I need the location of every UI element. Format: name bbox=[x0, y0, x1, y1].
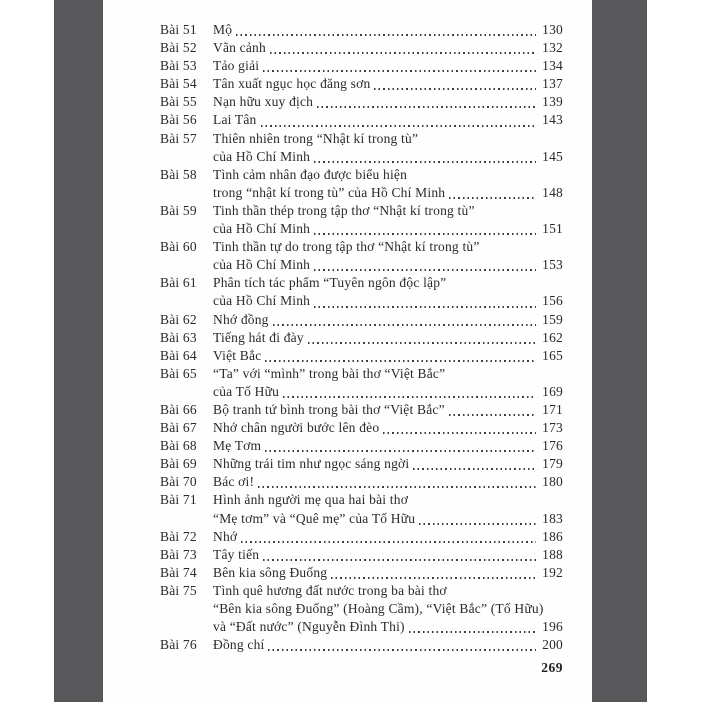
lesson-label: Bài 51 bbox=[160, 22, 197, 37]
lesson-page-number: 188 bbox=[542, 546, 563, 562]
lesson-title: trong “nhật kí trong tù” của Hồ Chí Minh bbox=[213, 184, 446, 200]
dot-leader bbox=[413, 468, 536, 470]
toc-row bbox=[160, 564, 563, 582]
toc-entry bbox=[160, 636, 563, 654]
dot-leader bbox=[261, 125, 536, 127]
dot-leader bbox=[258, 486, 536, 488]
lesson-label: Bài 54 bbox=[160, 76, 197, 92]
toc-entry bbox=[160, 274, 563, 310]
lesson-label: Bài 65 bbox=[160, 365, 197, 381]
lesson-title: Vãn cảnh bbox=[213, 40, 266, 56]
dot-leader bbox=[314, 269, 536, 271]
lesson-label: Bài 72 bbox=[160, 528, 197, 544]
toc-row bbox=[160, 148, 563, 166]
lesson-label: Bài 58 bbox=[160, 166, 197, 182]
lesson-page-number: 196 bbox=[542, 619, 563, 635]
toc-entry bbox=[160, 39, 563, 57]
toc-row bbox=[160, 256, 563, 274]
toc-entry bbox=[160, 473, 563, 491]
lesson-label: Bài 62 bbox=[160, 311, 197, 327]
toc-entry bbox=[160, 419, 563, 437]
toc-entry bbox=[160, 311, 563, 329]
toc-entry bbox=[160, 401, 563, 419]
lesson-page-number: 180 bbox=[542, 474, 563, 490]
toc-entry bbox=[160, 57, 563, 75]
lesson-title: Tây tiến bbox=[213, 546, 260, 562]
lesson-label: Bài 53 bbox=[160, 58, 197, 74]
lesson-title: Tân xuất ngục học đăng sơn bbox=[213, 76, 371, 92]
toc-row bbox=[160, 546, 563, 564]
toc-row bbox=[160, 419, 563, 437]
toc-row bbox=[160, 528, 563, 546]
lesson-title: của Tố Hữu bbox=[213, 383, 280, 399]
lesson-page-number: 179 bbox=[542, 456, 563, 472]
lesson-label: Bài 66 bbox=[160, 401, 197, 417]
dot-leader bbox=[263, 559, 536, 561]
toc-row bbox=[160, 636, 563, 654]
lesson-label: Bài 67 bbox=[160, 420, 197, 436]
toc-row bbox=[160, 184, 563, 202]
toc-row bbox=[160, 437, 563, 455]
lesson-page-number: 151 bbox=[542, 221, 563, 237]
page-number: 269 bbox=[541, 660, 563, 676]
lesson-page-number: 137 bbox=[542, 76, 563, 92]
toc-entry bbox=[160, 111, 563, 129]
lesson-label: Bài 69 bbox=[160, 456, 197, 472]
lesson-label: Bài 75 bbox=[160, 582, 197, 598]
toc-row bbox=[160, 111, 563, 129]
toc-row bbox=[160, 292, 563, 310]
lesson-label: Bài 73 bbox=[160, 546, 197, 562]
dot-leader bbox=[449, 414, 536, 416]
toc-row bbox=[160, 238, 563, 256]
dot-leader bbox=[317, 106, 536, 108]
lesson-page-number: 132 bbox=[542, 40, 563, 56]
toc-list bbox=[160, 21, 563, 654]
toc-row bbox=[160, 39, 563, 57]
toc-entry bbox=[160, 347, 563, 365]
toc-row bbox=[160, 473, 563, 491]
dot-leader bbox=[265, 360, 536, 362]
lesson-label: Bài 55 bbox=[160, 94, 197, 110]
lesson-title: Tiếng hát đi đày bbox=[213, 329, 304, 345]
toc-row bbox=[160, 329, 563, 347]
toc-row bbox=[160, 582, 563, 600]
lesson-label: Bài 76 bbox=[160, 637, 197, 653]
toc-entry bbox=[160, 365, 563, 401]
toc-row bbox=[160, 510, 563, 528]
lesson-title: Tình cảm nhân đạo được biểu hiện bbox=[213, 166, 408, 182]
lesson-title: Mẹ Tơm bbox=[213, 438, 262, 454]
lesson-title: Mộ bbox=[213, 22, 233, 37]
lesson-label: Bài 60 bbox=[160, 239, 197, 255]
lesson-label: Bài 64 bbox=[160, 347, 197, 363]
toc-row bbox=[160, 75, 563, 93]
toc-row bbox=[160, 365, 563, 383]
dot-leader bbox=[314, 161, 536, 163]
dot-leader bbox=[419, 523, 536, 525]
dot-leader bbox=[331, 577, 536, 579]
lesson-page-number: 165 bbox=[542, 347, 563, 363]
dot-leader bbox=[268, 649, 536, 651]
toc-row bbox=[160, 401, 563, 419]
toc-entry bbox=[160, 528, 563, 546]
toc-entry bbox=[160, 21, 563, 39]
toc-row bbox=[160, 347, 563, 365]
toc-entry bbox=[160, 455, 563, 473]
toc-row bbox=[160, 166, 563, 184]
lesson-page-number: 183 bbox=[542, 510, 563, 526]
lesson-label: Bài 59 bbox=[160, 202, 197, 218]
lesson-page-number: 192 bbox=[542, 564, 563, 580]
lesson-title: Thiên nhiên trong “Nhật kí trong tù” bbox=[213, 130, 419, 146]
dot-leader bbox=[308, 342, 536, 344]
lesson-title: Bác ơi! bbox=[213, 474, 255, 490]
lesson-page-number: 169 bbox=[542, 383, 563, 399]
dot-leader bbox=[263, 70, 536, 72]
toc-entry bbox=[160, 582, 563, 636]
lesson-page-number: 176 bbox=[542, 438, 563, 454]
lesson-title: Tinh thần tự do trong tập thơ “Nhật kí trong tù” bbox=[213, 239, 480, 255]
toc-entry bbox=[160, 238, 563, 274]
right-dark-bar bbox=[592, 0, 647, 702]
lesson-page-number: 153 bbox=[542, 257, 563, 273]
toc-entry bbox=[160, 546, 563, 564]
dot-leader bbox=[273, 324, 536, 326]
lesson-page-number: 162 bbox=[542, 329, 563, 345]
lesson-label: Bài 57 bbox=[160, 130, 197, 146]
lesson-page-number: 143 bbox=[542, 112, 563, 128]
lesson-label: Bài 70 bbox=[160, 474, 197, 490]
toc-row bbox=[160, 383, 563, 401]
lesson-title: Nạn hữu xuy địch bbox=[213, 94, 314, 110]
toc-row bbox=[160, 311, 563, 329]
toc-row bbox=[160, 57, 563, 75]
toc-row bbox=[160, 274, 563, 292]
toc-row bbox=[160, 21, 563, 39]
lesson-title: và “Đất nước” (Nguyễn Đình Thi) bbox=[213, 619, 405, 635]
lesson-label: Bài 56 bbox=[160, 112, 197, 128]
toc-row bbox=[160, 600, 563, 618]
toc-row bbox=[160, 455, 563, 473]
lesson-page-number: 171 bbox=[542, 401, 563, 417]
dot-leader bbox=[314, 233, 536, 235]
lesson-title: của Hồ Chí Minh bbox=[213, 257, 311, 273]
dot-leader bbox=[265, 450, 536, 452]
toc-entry bbox=[160, 564, 563, 582]
dot-leader bbox=[449, 197, 536, 199]
toc-entry bbox=[160, 166, 563, 202]
toc-entry bbox=[160, 491, 563, 527]
lesson-title: “Bên kia sông Đuống” (Hoàng Cầm), “Việt Bắc” (Tố Hữu) bbox=[213, 601, 544, 616]
lesson-title: Đồng chí bbox=[213, 637, 265, 653]
toc-row bbox=[160, 491, 563, 509]
lesson-title: Những trái tim như ngọc sáng ngời bbox=[213, 456, 410, 472]
lesson-title: “Mẹ tơm” và “Quê mẹ” của Tố Hữu bbox=[213, 510, 416, 526]
lesson-page-number: 134 bbox=[542, 58, 563, 74]
lesson-title: Tình quê hương đất nước trong ba bài thơ bbox=[213, 582, 447, 598]
lesson-label: Bài 68 bbox=[160, 438, 197, 454]
lesson-page-number: 200 bbox=[542, 637, 563, 653]
lesson-page-number: 139 bbox=[542, 94, 563, 110]
lesson-title: Bên kia sông Đuống bbox=[213, 564, 328, 580]
toc-row bbox=[160, 202, 563, 220]
dot-leader bbox=[241, 541, 536, 543]
lesson-page-number: 186 bbox=[542, 528, 563, 544]
toc-row bbox=[160, 220, 563, 238]
lesson-page-number: 156 bbox=[542, 293, 563, 309]
lesson-title: Tảo giải bbox=[213, 58, 260, 74]
dot-leader bbox=[236, 34, 536, 36]
toc-row bbox=[160, 93, 563, 111]
lesson-page-number: 159 bbox=[542, 311, 563, 327]
lesson-title: Hình ảnh người mẹ qua hai bài thơ bbox=[213, 492, 409, 508]
toc-entry bbox=[160, 130, 563, 166]
toc-entry bbox=[160, 93, 563, 111]
lesson-page-number: 173 bbox=[542, 420, 563, 436]
lesson-page-number: 148 bbox=[542, 184, 563, 200]
toc-row bbox=[160, 618, 563, 636]
lesson-title: của Hồ Chí Minh bbox=[213, 293, 311, 309]
lesson-title: của Hồ Chí Minh bbox=[213, 221, 311, 237]
lesson-title: “Ta” với “mình” trong bài thơ “Việt Bắc” bbox=[213, 365, 446, 381]
lesson-title: Lai Tân bbox=[213, 112, 257, 128]
dot-leader bbox=[283, 396, 536, 398]
toc-entry bbox=[160, 75, 563, 93]
lesson-label: Bài 52 bbox=[160, 40, 197, 56]
left-dark-bar bbox=[54, 0, 103, 702]
dot-leader bbox=[383, 432, 536, 434]
lesson-title: Nhớ chân người bước lên đèo bbox=[213, 420, 380, 436]
lesson-title: Phân tích tác phẩm “Tuyên ngôn độc lập” bbox=[213, 275, 447, 291]
dot-leader bbox=[409, 631, 536, 633]
lesson-label: Bài 61 bbox=[160, 275, 197, 291]
lesson-label: Bài 74 bbox=[160, 564, 197, 580]
lesson-title: Việt Bắc bbox=[213, 347, 262, 363]
lesson-title: Nhớ bbox=[213, 528, 238, 544]
lesson-label: Bài 71 bbox=[160, 492, 197, 508]
toc-page bbox=[103, 0, 592, 702]
lesson-page-number: 130 bbox=[542, 22, 563, 37]
lesson-label: Bài 63 bbox=[160, 329, 197, 345]
dot-leader bbox=[314, 306, 536, 308]
lesson-title: Nhớ đồng bbox=[213, 311, 269, 327]
toc-entry bbox=[160, 437, 563, 455]
dot-leader bbox=[270, 52, 536, 54]
toc-row bbox=[160, 130, 563, 148]
lesson-title: Tinh thần thép trong tập thơ “Nhật kí trong tù” bbox=[213, 202, 475, 218]
toc-entry bbox=[160, 329, 563, 347]
dot-leader bbox=[374, 88, 536, 90]
lesson-title: của Hồ Chí Minh bbox=[213, 148, 311, 164]
lesson-title: Bộ tranh tứ bình trong bài thơ “Việt Bắc” bbox=[213, 401, 445, 417]
lesson-page-number: 145 bbox=[542, 148, 563, 164]
toc-entry bbox=[160, 202, 563, 238]
